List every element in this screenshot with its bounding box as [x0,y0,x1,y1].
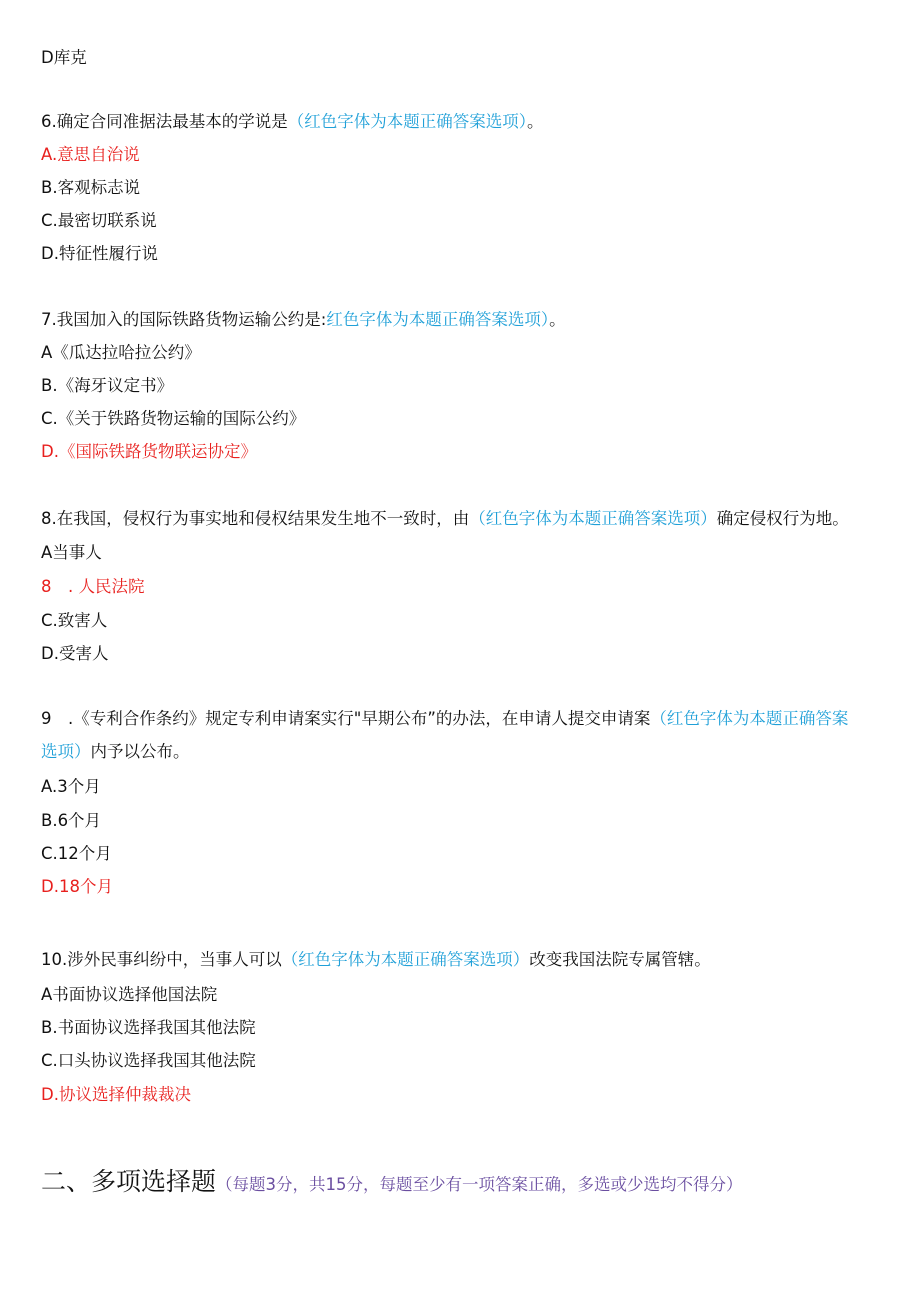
question-7-option-d: D.《国际铁路货物联运协定》 [41,442,257,461]
question-9-stem-line-1 [41,708,848,730]
question-6-text: 6.确定合同准据法最基本的学说是 [41,112,288,131]
section-2-note: （每题3分，共15分，每题至少有一项答案正确，多选或少选均不得分） [216,1175,743,1194]
section-2-heading [41,1162,743,1198]
question-6-option-a: A.意思自治说 [41,145,140,164]
question-6-option-c: C.最密切联系说 [41,211,157,230]
question-6-stem [41,111,544,133]
question-9-option-b: B.6个月 [41,811,102,830]
question-8-text: 8.在我国，侵权行为事实地和侵权结果发生地不一致时，由 [41,509,470,528]
prev-question-option-d: D库克 [41,48,87,67]
question-10-option-a: A书面协议选择他国法院 [41,985,218,1004]
question-6-hint: （红色字体为本题正确答案选项） [287,112,527,131]
question-9-text: 9 .《专利合作条约》规定专利申请案实行"早期公布”的办法，在申请人提交申请案 [41,709,651,728]
question-10-text: 10.涉外民事纠纷中，当事人可以 [41,950,282,969]
question-8-hint: （红色字体为本题正确答案选项） [469,509,717,528]
question-6-end: 。 [527,112,544,131]
question-7-option-b: B.《海牙议定书》 [41,376,174,395]
question-9-end: 内予以公布。 [90,742,190,761]
question-9-option-a: A.3个月 [41,777,101,796]
question-7-end: 。 [549,310,566,329]
question-6-option-b: B.客观标志说 [41,178,141,197]
question-8-option-d: D.受害人 [41,644,109,663]
question-10-stem [41,949,711,971]
question-7-stem [41,309,566,331]
question-8-stem [41,508,849,530]
question-6-option-d: D.特征性履行说 [41,244,158,263]
question-8-option-b: 8 . 人民法院 [41,577,145,596]
question-10-option-c: C.口头协议选择我国其他法院 [41,1051,256,1070]
question-10-option-b: B.书面协议选择我国其他法院 [41,1018,256,1037]
question-8-option-c: C.致害人 [41,611,108,630]
question-7-hint: 红色字体为本题正确答案选项） [326,310,550,329]
question-8-option-a: A当事人 [41,543,102,562]
question-9-option-c: C.12个月 [41,844,112,863]
section-2-title: 二、多项选择题 [41,1167,217,1196]
question-7-option-c: C.《关于铁路货物运输的国际公约》 [41,409,306,428]
question-8-end: 确定侵权行为地。 [716,509,849,528]
question-9-option-d: D.18个月 [41,877,113,896]
question-9-hint-part-1: （红色字体为本题正确答案 [650,709,849,728]
question-10-option-d: D.协议选择仲裁裁决 [41,1085,191,1104]
question-10-hint: （红色字体为本题正确答案选项） [281,950,530,969]
question-10-end: 改变我国法院专属管辖。 [529,950,711,969]
question-7-text: 7.我国加入的国际铁路货物运输公约是: [41,310,327,329]
question-9-hint-part-2: 选项） [41,742,91,761]
question-9-stem-line-2 [41,741,190,763]
question-7-option-a: A《瓜达拉哈拉公约》 [41,343,201,362]
